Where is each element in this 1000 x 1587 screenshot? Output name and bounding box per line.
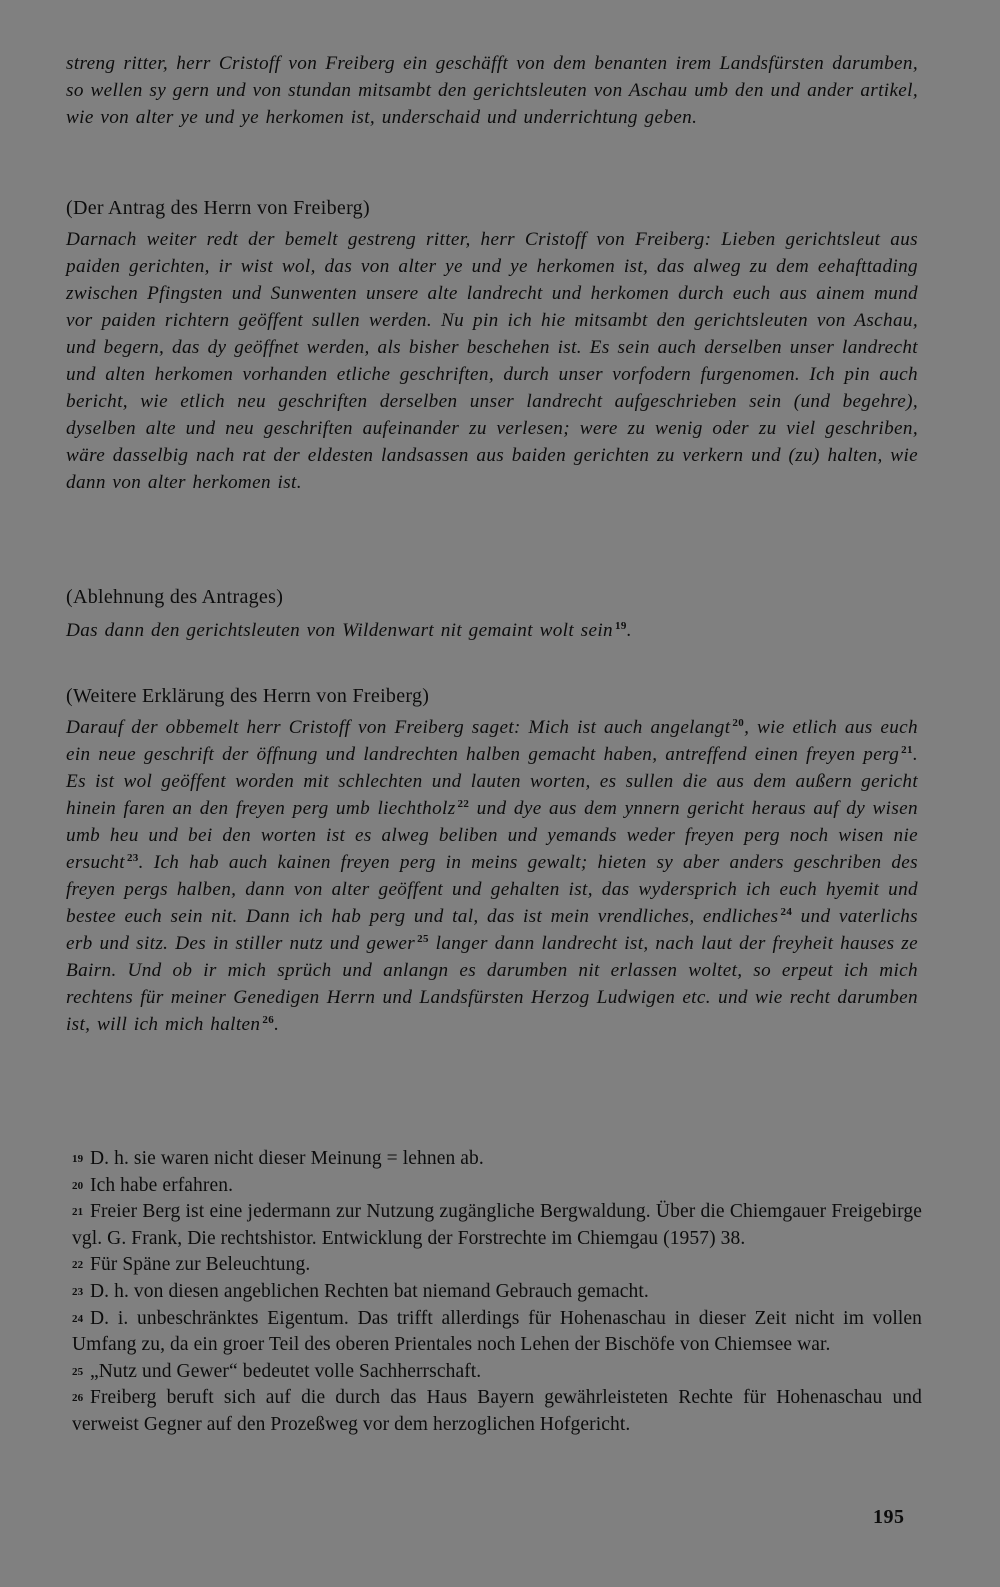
erklaerung-part: . Es ist wol geöffent worden mit schlechten und lauten worten, es sullen die aus dem außern gericht hinein faren an den freyen perg umb liechtholz: [66, 744, 918, 819]
footnote-text: „Nutz und Gewer“ bedeutet volle Sachherrschaft.: [90, 1360, 482, 1382]
footnote-ref-25[interactable]: 25: [417, 933, 429, 945]
footnote-26: [72, 1385, 922, 1438]
section-body-ablehnung: [66, 617, 918, 644]
page-number: 195: [873, 1506, 905, 1528]
section-heading-antrag: (Der Antrag des Herrn von Freiberg): [66, 197, 370, 219]
section-heading-erklaerung: (Weitere Erklärung des Herrn von Freiberg): [66, 685, 430, 707]
footnote-ref-26[interactable]: 26: [262, 1014, 275, 1026]
footnote-23: [72, 1279, 922, 1306]
footnote-text: D. h. von diesen angeblichen Rechten bat niemand Gebrauch gemacht.: [90, 1280, 649, 1302]
footnote-text: Freiberg beruft sich auf die durch das Haus Bayern gewährleisteten Rechte für Hohenaschau und verweist Gegner auf den Prozeßweg vor dem herzoglichen Hofgericht.: [72, 1387, 922, 1435]
footnote-24: [72, 1306, 922, 1359]
footnote-ref-20[interactable]: 20: [732, 717, 745, 729]
footnote-number: 26: [72, 1392, 84, 1405]
erklaerung-part: und dye aus dem ynnern gericht heraus auf dy wisen umb heu und bei den worten ist es alweg beliben und yemands weder freyen perg noch wisen nie ersucht: [66, 798, 918, 873]
erklaerung-part: und vaterlichs erb und sitz. Des in stiller nutz und gewer: [66, 906, 918, 954]
section-body-erklaerung: [66, 714, 918, 1038]
footnote-25: [72, 1359, 922, 1386]
footnote-ref-22[interactable]: 22: [457, 798, 470, 810]
erklaerung-part: Darauf der obbemelt herr Cristoff von Freiberg saget: Mich ist auch angelangt: [66, 717, 731, 738]
footnote-ref-24[interactable]: 24: [780, 906, 793, 918]
ablehnung-text: Das dann den gerichtsleuten von Wildenwart nit gemaint wolt sein: [66, 620, 613, 641]
footnote-number: 20: [72, 1179, 84, 1192]
footnote-text: Ich habe erfahren.: [90, 1174, 234, 1196]
footnote-text: D. h. sie waren nicht dieser Meinung = lehnen ab.: [90, 1148, 484, 1169]
intro-paragraph: [66, 50, 918, 131]
intro-text: streng ritter, herr Cristoff von Freiberg ein geschäfft von dem benanten irem Landsfürsten darumben, so wellen sy gern und von stundan mitsambt den gerichtsleuten von Aschau umb den und ander artikel, wie von alter ye und ye herkomen ist, underschaid und underrichtung geben.: [66, 53, 918, 128]
footnote-text: Für Späne zur Beleuchtung.: [90, 1254, 311, 1276]
section-text-ablehnung: [66, 617, 918, 644]
erklaerung-part: . Ich hab auch kainen freyen perg in meins gewalt; hieten sy aber anders geschriben des freyen pergs halben, dann von alter geöffent und gehalten ist, das wydersprich ich euch hyemit und bestee euch sein nit. Dann ich hab perg und tal, das ist mein vrendliches, endliches: [66, 852, 918, 927]
footnote-number: 19: [72, 1153, 84, 1165]
footnote-number: 25: [72, 1365, 84, 1378]
section-body-antrag: [66, 226, 918, 496]
ablehnung-tail: .: [626, 620, 632, 641]
section-text-erklaerung: [66, 714, 918, 1038]
footnote-text: Freier Berg ist eine jedermann zur Nutzung zugängliche Bergwaldung. Über die Chiemgauer Freigebirge vgl. G. Frank, Die rechtshistor. Entwicklung der Forstrechte im Chiemgau (1957) 38.: [72, 1201, 922, 1249]
erklaerung-part: .: [274, 1014, 280, 1035]
footnote-22: [72, 1252, 922, 1279]
footnote-ref-23[interactable]: 23: [126, 852, 139, 864]
footnote-number: 24: [72, 1312, 84, 1325]
section-heading-ablehnung: (Ablehnung des Antrages): [66, 586, 284, 608]
footnote-21: [72, 1199, 922, 1252]
erklaerung-part: langer dann landrecht ist, nach laut der freyheit hauses ze Bairn. Und ob ir mich sprüch und anlangn es darumben nit erlassen woltet, so erpeut ich mich rechtens für meiner Genedigen Herrn und Landsfürsten Herzog Ludwigen etc. und wie recht darumben ist, will ich mich halten: [66, 933, 918, 1035]
footnotes: [72, 1146, 922, 1439]
footnote-number: 22: [72, 1259, 84, 1272]
section-text-antrag: Darnach weiter redt der bemelt gestreng ritter, herr Cristoff von Freiberg: Lieben gerichtsleut aus paiden gerichten, ir wist wol, das von alter ye und ye herkomen ist, das alweg zu dem eehafttading zwischen Pfingsten und Sunwenten unsere alte landrecht und herkomen durch euch aus ainem mund vor paiden richtern geöffent sullen werden. Nu pin ich hie mitsambt den gerichtsleuten von Aschau, und begern, das dy geöffnet werden, als bisher beschehen ist. Es sein auch derselben unser landrecht und alten herkomen vorhanden etliche geschriften, durch unser vorfodern furgenomen. Ich pin auch bericht, wie etlich neu geschriften derselben unser landrecht aufgeschrieben sein (und begehre), dyselben alte und neu geschriften aufeinander zu verlesen; were zu wenig oder zu viel geschriben, wäre dasselbig nach rat der eldesten landsassen aus baiden gerichten zu verkern und (zu) halten, wie dann von alter herkomen ist.: [66, 229, 918, 493]
footnote-number: 21: [72, 1206, 84, 1219]
footnote-20: [72, 1173, 922, 1200]
footnote-ref-19[interactable]: 19: [614, 620, 627, 632]
footnote-ref-21[interactable]: 21: [901, 744, 913, 756]
erklaerung-part: , wie etlich aus euch ein neue geschrift der öffnung und landrechten halben gemacht haben, antreffend einen freyen perg: [66, 717, 918, 765]
footnote-19: [72, 1146, 922, 1173]
footnote-text: D. i. unbeschränktes Eigentum. Das trifft allerdings für Hohenaschau in dieser Zeit nicht im vollen Umfang zu, da ein groer Teil des oberen Prientales noch Lehen der Bischöfe von Chiemsee war.: [72, 1307, 922, 1356]
footnote-number: 23: [72, 1285, 84, 1298]
